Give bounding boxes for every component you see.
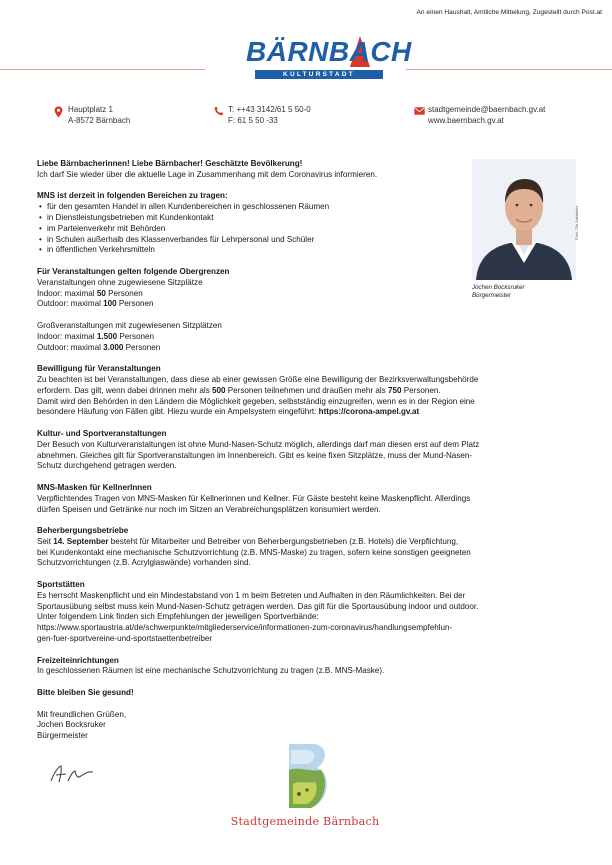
permit-text-2: erfordern. Das gilt, wenn dabei drinnen mehr als 500 Personen teilnehmen und draußen mehr als 750 Personen. (37, 385, 441, 395)
address-city: A-8572 Bärnbach (68, 115, 131, 125)
culture-text-2: abnehmen. Gleiches gilt für Sportveranstaltungen im Innenbereich. Gibt es keine fixen Sitzplätze, muss der Mund-Nasen- (37, 450, 473, 460)
culture-heading: Kultur- und Sportveranstaltungen (37, 428, 167, 438)
mns-list (37, 202, 457, 256)
hotel-text-1: Seit 14. September besteht für Mitarbeiter und Betreiber von Beherbergungsbetrieben (z.B. Hotels) die Verpflichtung, (37, 536, 459, 546)
hotel-heading: Beherbergungsbetriebe (37, 526, 129, 536)
website-link[interactable]: www.baernbach.gv.at (428, 115, 504, 125)
baernbach-logo (222, 34, 412, 84)
signature (48, 763, 96, 785)
list-item: • im Parteienverkehr mit Behörden (37, 224, 457, 235)
logo-wordmark: BÄRNBACH (246, 36, 412, 67)
culture-text-1: Der Besuch von Kulturveranstaltungen ist ohne Mund-Nasen-Schutz möglich, allerdings darf man diesen erst auf dem Platz (37, 439, 480, 449)
leisure-heading: Freizeiteinrichtungen (37, 655, 119, 665)
signer-role: Bürgermeister (37, 731, 88, 741)
address-street: Hauptplatz 1 (68, 105, 113, 114)
phone-number[interactable]: T: ++43 3142/61 5 50-0 (228, 105, 311, 114)
location-pin-icon (54, 106, 63, 118)
caption-name: Jochen Bocksruker (472, 284, 525, 291)
list-item: • für den gesamten Handel in allen Kundenbereichen in geschlossenen Räumen (37, 202, 457, 213)
town-emblem (277, 740, 333, 812)
waiter-text-2: dürfen Speisen und Getränke nur noch im Sitzen an Verabreichungsplätzen konsumiert werden. (37, 504, 381, 514)
indoor-limit-1: Indoor: maximal 50 Personen (37, 288, 143, 298)
hotel-text-2: bei Kundenkontakt eine mechanische Schutzvorrichtung (z.B. MNS-Maske) zu tragen, sofern keine sonstigen geeigneten (37, 547, 471, 557)
events-assigned: Großveranstaltungen mit zugewiesenen Sitzplätzen (37, 320, 222, 330)
mns-heading: MNS ist derzeit in folgenden Bereichen zu tragen: (37, 191, 228, 201)
list-item: • in Dienstleistungsbetrieben mit Kundenkontakt (37, 213, 457, 224)
waiter-heading: MNS-Masken für KellnerInnen (37, 482, 152, 492)
sport-text-1: Es herrscht Maskenpflicht und ein Mindestabstand von 1 m beim Betreten und Aufhalten in den Räumlichkeiten. Bei der (37, 590, 466, 600)
email-link[interactable]: stadtgemeinde@baernbach.gv.at (428, 105, 546, 114)
indoor-limit-2: Indoor: maximal 1.500 Personen (37, 331, 154, 341)
corona-ampel-link[interactable]: https://corona-ampel.gv.at (318, 407, 420, 417)
culture-text-3: Schutz durchgehend getragen werden. (37, 461, 177, 471)
outdoor-limit-1: Outdoor: maximal 100 Personen (37, 299, 154, 309)
permit-text-4: besondere Häufung von Fällen gibt. Hiezu wurde ein Ampelsystem eingeführt: https://corona-ampel.gv.at (37, 407, 420, 417)
events-heading: Für Veranstaltungen gelten folgende Obergrenzen (37, 266, 230, 276)
hotel-text-3: Schutzvorrichtungen (z.B. Acrylglaswände) vorhanden sind. (37, 558, 251, 568)
header-rule-right (406, 69, 612, 70)
list-item: • in öffentlichen Verkehrsmitteln (37, 245, 457, 256)
sportaustria-link[interactable]: https://www.sportaustria.at/de/schwerpunkte/mitgliederservice/informationen-zum-coronavirus/handlungsempfehlun- (37, 623, 453, 633)
mail-icon (414, 107, 425, 115)
sport-link-2 (37, 634, 577, 645)
waiter-text-1: Verpflichtendes Tragen von MNS-Masken für Kellnerinnen und Kellner. Für Gäste besteht keine Maskenpflicht. Allerdings (37, 493, 471, 503)
sport-heading: Sportstätten (37, 580, 85, 590)
closing: Mit freundlichen Grüßen, (37, 709, 127, 719)
leisure-text: In geschlossenen Räumen ist eine mechanische Schutzvorrichtung zu tragen (z.B. MNS-Maske). (37, 666, 385, 676)
logo-subtitle: KULTURSTADT (255, 70, 383, 79)
caption-role: Bürgermeister (472, 292, 511, 299)
fax-number: F: 61 5 50 -33 (228, 115, 278, 125)
outdoor-limit-2: Outdoor: maximal 3.000 Personen (37, 342, 161, 352)
permit-text-3: Damit wird den Behörden in den Ländern die Möglichkeit gegeben, selbstständig einzugreifen, wenn es in der Region eine (37, 396, 475, 406)
sportaustria-link-continued[interactable]: gen-fuer-sportvereine-und-sportstaettenbetreiber (37, 634, 213, 644)
sport-link-1 (37, 623, 577, 634)
health-wish: Bitte bleiben Sie gesund! (37, 688, 134, 698)
signer-name: Jochen Bocksruker (37, 720, 106, 730)
header-rule-left (0, 69, 205, 70)
list-item: • in Schulen außerhalb des Klassenverbandes für Lehrpersonal und Schüler (37, 235, 457, 246)
phone-icon (214, 106, 224, 116)
intro-text: Ich darf Sie wieder über die aktuelle Lage in Zusammenhang mit dem Coronavirus informieren. (37, 169, 378, 179)
permit-text-1: Zu beachten ist bei Veranstaltungen, dass diese ab einer gewissen Größe eine Bewilligung der Bezirksverwaltungsbehörde (37, 374, 479, 384)
sport-text-2: Sportausübung selbst muss kein Mund-Nasen-Schutz getragen werden. Das gilt für die Sportausübung indoor und outdoor. (37, 601, 479, 611)
letter-body (37, 159, 577, 742)
photo-credit: Foto: Die Aufsteirer (574, 205, 579, 240)
events-unassigned: Veranstaltungen ohne zugewiesene Sitzplätze (37, 277, 203, 287)
town-name: Stadtgemeinde Bärnbach (230, 815, 380, 828)
permit-heading: Bewilligung für Veranstaltungen (37, 364, 161, 374)
postal-notice: An einen Haushalt, Amtliche Mitteilung, Zugestellt durch Post.at (416, 9, 602, 16)
greeting: Liebe Bärnbacherinnen! Liebe Bärnbacher! Geschätzte Bevölkerung! (37, 159, 303, 168)
sport-text-3: Unter folgendem Link finden sich Empfehlungen der jeweiligen Sportverbände: (37, 612, 319, 622)
